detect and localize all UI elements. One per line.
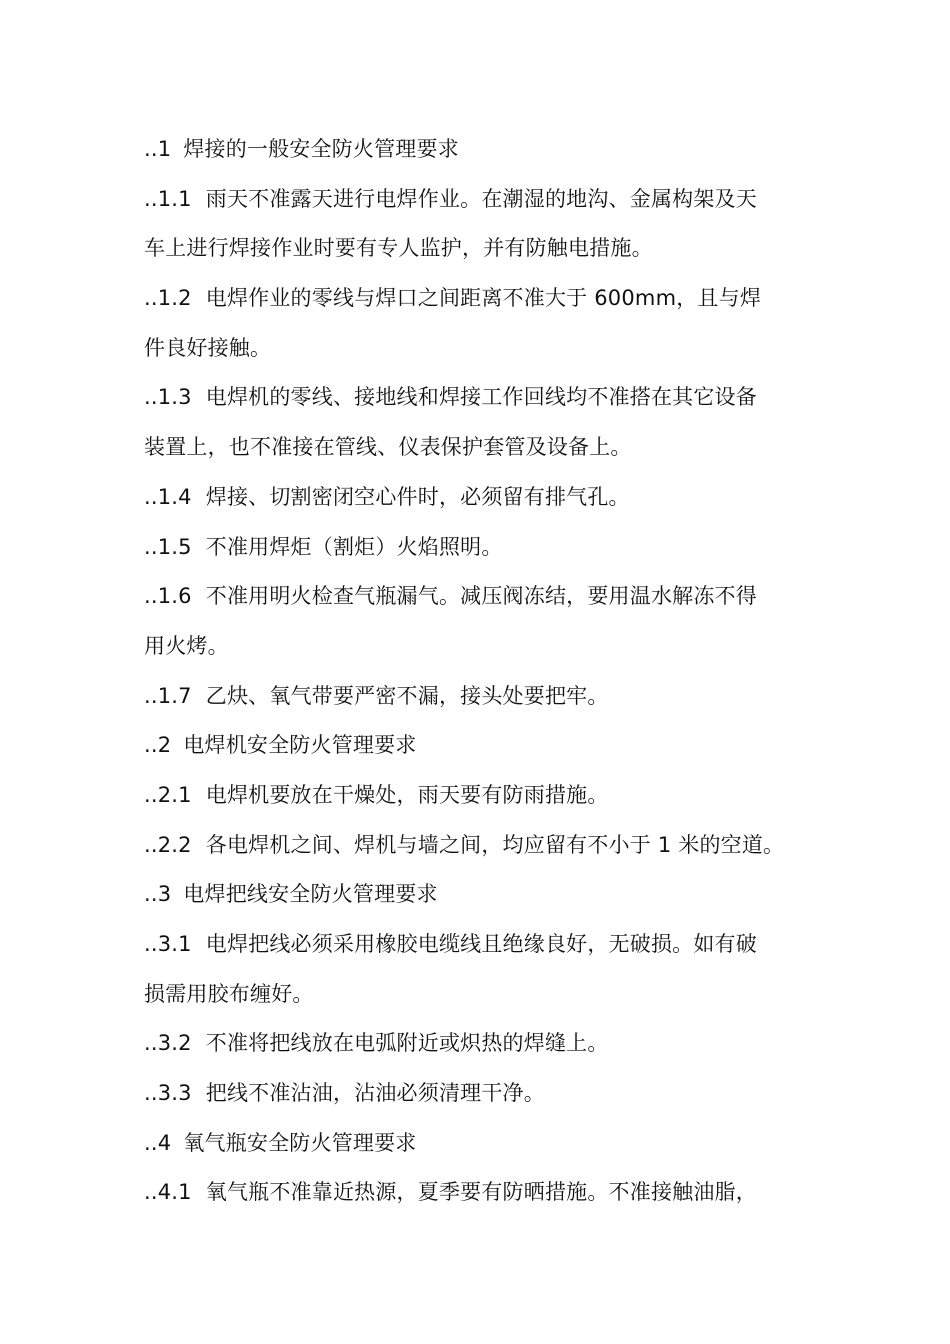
clause-line [144, 274, 814, 324]
clause-continuation [144, 622, 814, 672]
section-title: 电焊机安全防火管理要求 [183, 733, 417, 758]
clause-number: ..3.1 [144, 932, 192, 956]
clause-continuation [144, 423, 814, 473]
clause-line [144, 821, 814, 871]
clause-number: ..1.3 [144, 385, 192, 410]
section-heading [144, 1119, 814, 1169]
clause-continuation [144, 324, 814, 374]
clause-number: ..1.4 [144, 484, 192, 509]
clause-number: ..1.5 [144, 534, 192, 559]
clause-text: 用火烤。 [144, 633, 229, 658]
section-number: ..4 [144, 1130, 172, 1155]
section-title: 电焊把线安全防火管理要求 [183, 882, 438, 907]
clause-line [144, 523, 814, 573]
clause-continuation [144, 224, 814, 274]
clause-line [144, 473, 814, 523]
clause-line [144, 572, 814, 622]
clause-number: ..1.1 [144, 186, 192, 211]
clause-number: ..2.2 [144, 832, 192, 857]
section-number: ..1 [144, 137, 172, 161]
clause-text: 电焊机的零线、接地线和焊接工作回线均不准搭在其它设备 [205, 385, 757, 410]
clause-number: ..1.6 [144, 584, 192, 609]
clause-number: ..3.2 [144, 1031, 192, 1056]
clause-continuation [144, 970, 814, 1020]
clause-text: 电焊作业的零线与焊口之间距离不准大于 600mm，且与焊 [205, 286, 762, 311]
clause-line [144, 175, 814, 225]
section-number: ..2 [144, 733, 172, 758]
clause-text: 件良好接触。 [144, 335, 272, 360]
clause-text: 不准用明火检查气瓶漏气。减压阀冻结，要用温水解冻不得 [205, 584, 757, 609]
clause-line [144, 771, 814, 821]
section-heading [144, 125, 814, 175]
clause-text: 不准将把线放在电弧附近或炽热的焊缝上。 [205, 1031, 609, 1056]
clause-text: 把线不准沾油，沾油必须清理干净。 [205, 1081, 545, 1106]
clause-text: 装置上，也不准接在管线、仪表保护套管及设备上。 [144, 435, 632, 460]
clause-line [144, 1019, 814, 1069]
clause-text: 各电焊机之间、焊机与墙之间，均应留有不小于 1 米的空道。 [205, 832, 785, 857]
clause-text: 电焊机要放在干燥处，雨天要有防雨措施。 [205, 782, 609, 807]
clause-text: 电焊把线必须采用橡胶电缆线且绝缘良好，无破损。如有破 [205, 932, 757, 956]
clause-text: 雨天不准露天进行电焊作业。在潮湿的地沟、金属构架及天 [205, 186, 757, 211]
section-number: ..3 [144, 882, 172, 907]
clause-line [144, 1168, 814, 1218]
clause-text: 氧气瓶不准靠近热源，夏季要有防晒措施。不准接触油脂， [205, 1180, 757, 1205]
clause-text: 车上进行焊接作业时要有专人监护，并有防触电措施。 [144, 236, 653, 261]
clause-line [144, 920, 814, 970]
clause-number: ..4.1 [144, 1180, 192, 1205]
clause-number: ..2.1 [144, 782, 192, 807]
clause-line [144, 373, 814, 423]
clause-text: 不准用焊炬（割炬）火焰照明。 [205, 534, 503, 559]
clause-number: ..3.3 [144, 1081, 192, 1106]
section-heading [144, 870, 814, 920]
clause-text: 乙炔、氧气带要严密不漏，接头处要把牢。 [205, 683, 609, 708]
document-body [144, 125, 814, 1218]
section-heading [144, 721, 814, 771]
clause-number: ..1.2 [144, 286, 192, 311]
section-title: 氧气瓶安全防火管理要求 [183, 1130, 417, 1155]
section-title: 焊接的一般安全防火管理要求 [183, 137, 459, 161]
clause-line [144, 1069, 814, 1119]
clause-number: ..1.7 [144, 683, 192, 708]
clause-text: 损需用胶布缠好。 [144, 981, 314, 1006]
clause-text: 焊接、切割密闭空心件时，必须留有排气孔。 [205, 484, 630, 509]
clause-line [144, 672, 814, 722]
